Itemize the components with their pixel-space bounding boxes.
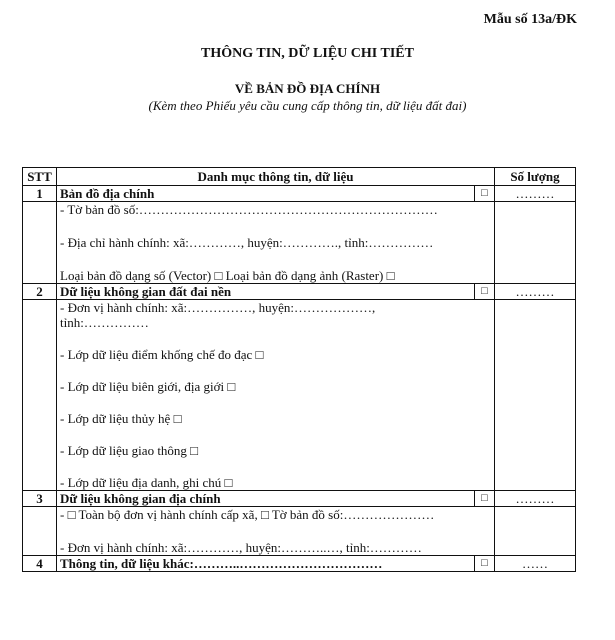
detail-line: - Đơn vị hành chính: xã:……………, huyện:………………, (60, 300, 376, 315)
detail-line: - Lớp dữ liệu điểm khống chế đo đạc □ (60, 347, 264, 362)
section-number: 3 (23, 491, 57, 507)
detail-line: - Đơn vị hành chính: xã:…………, huyện:………..…, tỉnh:………… (60, 540, 422, 555)
quantity-field[interactable]: ……… (495, 491, 576, 507)
quantity-field[interactable]: ……… (495, 284, 576, 300)
section-checkbox[interactable]: □ (475, 556, 495, 572)
section-detail-2 (23, 300, 576, 491)
section-row-2 (23, 284, 576, 300)
section-checkbox[interactable]: □ (475, 186, 495, 202)
detail-line: - Lớp dữ liệu biên giới, địa giới □ (60, 379, 236, 394)
section-title: Bản đồ địa chính (57, 186, 475, 202)
detail-line: - Tờ bản đồ số:…………………………………………………………… (60, 202, 438, 217)
detail-line: - Lớp dữ liệu thủy hệ □ (60, 411, 182, 426)
section-detail-text (57, 507, 495, 556)
section-number: 1 (23, 186, 57, 202)
section-checkbox[interactable]: □ (475, 284, 495, 300)
section-detail-text (57, 300, 495, 491)
header-quantity: Số lượng (495, 168, 576, 186)
document-title-line2: VỀ BẢN ĐỒ ĐỊA CHÍNH (234, 81, 381, 96)
detail-line: - Địa chỉ hành chính: xã:…………, huyện:…………., tỉnh:…………… (60, 235, 434, 250)
section-detail-1 (23, 202, 576, 284)
section-detail-3 (23, 507, 576, 556)
detail-line: - □ Toàn bộ đơn vị hành chính cấp xã, □ Tờ bản đồ số:………………… (60, 507, 435, 522)
detail-line: tỉnh:…………… (60, 315, 149, 330)
form-number: Mẫu số 13a/ĐK (483, 12, 577, 27)
section-checkbox[interactable]: □ (475, 491, 495, 507)
detail-line: - Lớp dữ liệu giao thông □ (60, 443, 199, 458)
table-header-row (23, 168, 576, 186)
header-stt: STT (23, 168, 57, 186)
section-detail-text (57, 202, 495, 284)
section-row-1 (23, 186, 576, 202)
data-request-table (22, 167, 576, 572)
section-number: 2 (23, 284, 57, 300)
quantity-field[interactable]: ……… (495, 186, 576, 202)
section-title: Dữ liệu không gian địa chính (57, 491, 475, 507)
section-number: 4 (23, 556, 57, 572)
section-row-4 (23, 556, 576, 572)
detail-line: Loại bản đồ dạng số (Vector) □ Loại bản đồ dạng ảnh (Raster) □ (60, 268, 395, 283)
document-subtitle: (Kèm theo Phiếu yêu cầu cung cấp thông tin, dữ liệu đất đai) (148, 98, 467, 113)
detail-line: - Lớp dữ liệu địa danh, ghi chú □ (60, 475, 233, 490)
section-title: Dữ liệu không gian đất đai nền (57, 284, 475, 300)
document-title: THÔNG TIN, DỮ LIỆU CHI TIẾT (201, 46, 414, 61)
header-category: Danh mục thông tin, dữ liệu (57, 168, 495, 186)
quantity-field[interactable]: …… (495, 556, 576, 572)
section-title: Thông tin, dữ liệu khác:………..…………………………… (57, 556, 475, 572)
section-row-3 (23, 491, 576, 507)
